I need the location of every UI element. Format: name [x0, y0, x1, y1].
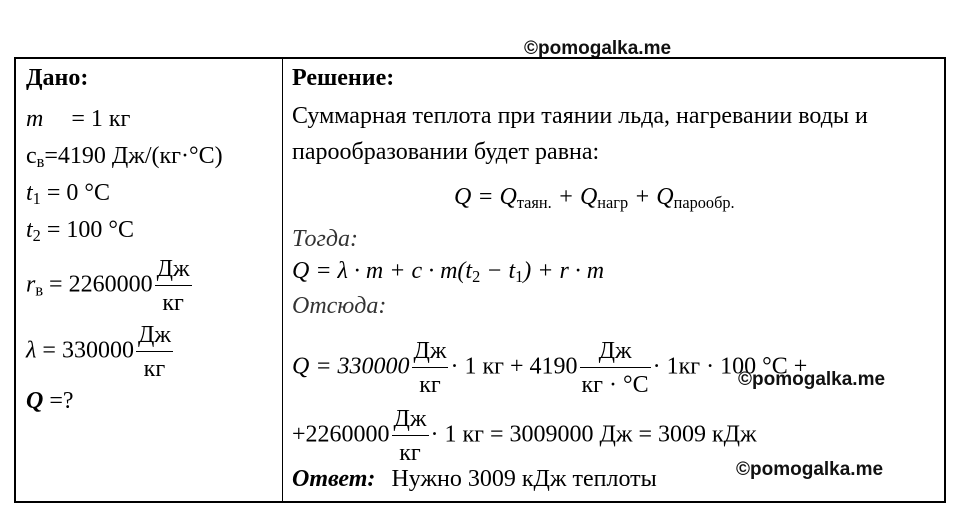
- q-symbol: Q: [26, 388, 44, 414]
- answer-label: Ответ:: [292, 466, 376, 492]
- eq4-end: · 1 кг = 3009000 Дж = 3009 кДж: [430, 421, 757, 448]
- solution-text-2: парообразовании будет равна:: [292, 139, 600, 165]
- eq1-part-q: Q = Q: [454, 184, 517, 210]
- t1-subscript: 1: [32, 189, 41, 209]
- hence-label: Отсюда:: [292, 293, 387, 319]
- eq1-sub-vaporization: парообр.: [673, 193, 735, 213]
- lambda-value: = 330000: [42, 337, 134, 364]
- t2-subscript: 2: [32, 226, 41, 246]
- heat-capacity-value: =4190 Дж/(кг·°С): [44, 143, 223, 169]
- unit-denominator: кг: [143, 356, 166, 382]
- eq1-sub-heating: нагр: [597, 193, 629, 213]
- unit-fraction: [392, 407, 429, 465]
- unit-numerator: Дж: [392, 407, 429, 436]
- given-vaporization-heat: [26, 257, 194, 315]
- r-value: = 2260000: [49, 271, 153, 298]
- given-heat-capacity: [26, 142, 223, 176]
- t2-value: = 100 °C: [46, 217, 134, 243]
- t1-value: = 0 °C: [46, 180, 110, 206]
- unit-numerator: Дж: [136, 323, 173, 352]
- eq1-part-plus2: + Q: [628, 184, 674, 210]
- unit-denominator: кг: [419, 372, 441, 398]
- solution-header: Решение:: [292, 65, 395, 91]
- unit-denominator-capacity: кг · °С: [581, 372, 649, 398]
- equation-substituted: [292, 339, 807, 397]
- unit-numerator: Дж: [155, 257, 192, 286]
- given-fusion-heat: [26, 323, 175, 381]
- column-divider: [282, 59, 283, 501]
- given-t1: [26, 179, 110, 213]
- eq1-sub-melting: таян.: [516, 193, 552, 213]
- unit-numerator: Дж: [412, 339, 449, 368]
- heat-capacity-subscript: в: [36, 152, 45, 172]
- r-subscript: в: [35, 280, 44, 300]
- eq3-mid: · 1 кг + 4190: [450, 353, 578, 380]
- heat-capacity-symbol: c: [26, 143, 37, 169]
- unit-fraction: [136, 323, 173, 381]
- eq1-part-plus1: + Q: [551, 184, 598, 210]
- solution-text-1: Суммарная теплота при таянии льда, нагревании воды и: [292, 103, 868, 129]
- watermark-middle: ©pomogalka.me: [738, 369, 886, 390]
- heat-capacity-unit-fraction: [580, 339, 651, 397]
- eq2-part-1: Q = λ · m + c · m(t: [292, 258, 473, 284]
- answer: [292, 465, 657, 493]
- equation-total-heat: [454, 183, 735, 217]
- then-label: Тогда:: [292, 226, 358, 252]
- unit-denominator: кг: [399, 440, 421, 466]
- unit-denominator: кг: [162, 290, 184, 316]
- equation-expanded: [292, 257, 604, 291]
- mass-value: = 1 кг: [71, 106, 131, 132]
- eq2-sub-2: 1: [515, 267, 524, 287]
- t2-symbol: t: [26, 217, 33, 243]
- lambda-symbol: λ: [26, 337, 37, 364]
- eq2-sub-1: 2: [472, 267, 481, 287]
- t1-symbol: t: [26, 180, 33, 206]
- unit-fraction: [155, 257, 192, 315]
- r-symbol: r: [26, 271, 36, 298]
- given-t2: [26, 216, 134, 250]
- watermark-top: ©pomogalka.me: [524, 38, 672, 59]
- equation-result: [292, 407, 757, 465]
- eq2-part-3: ) + r · m: [523, 258, 605, 284]
- unit-fraction: [412, 339, 449, 397]
- answer-text: Нужно 3009 кДж теплоты: [391, 466, 657, 492]
- q-value: =?: [49, 388, 74, 414]
- watermark-bottom: ©pomogalka.me: [736, 459, 884, 480]
- task-table: [14, 57, 946, 503]
- mass-symbol: m: [26, 106, 44, 132]
- eq4-start: +2260000: [292, 421, 390, 448]
- eq3-end: · 1кг · 100 °C +: [652, 353, 808, 380]
- given-mass: [26, 105, 130, 133]
- given-unknown: [26, 387, 74, 415]
- eq2-part-2: − t: [480, 258, 516, 284]
- eq3-start: Q = 330000: [292, 353, 410, 380]
- given-header: Дано:: [26, 65, 89, 91]
- unit-numerator: Дж: [580, 339, 651, 368]
